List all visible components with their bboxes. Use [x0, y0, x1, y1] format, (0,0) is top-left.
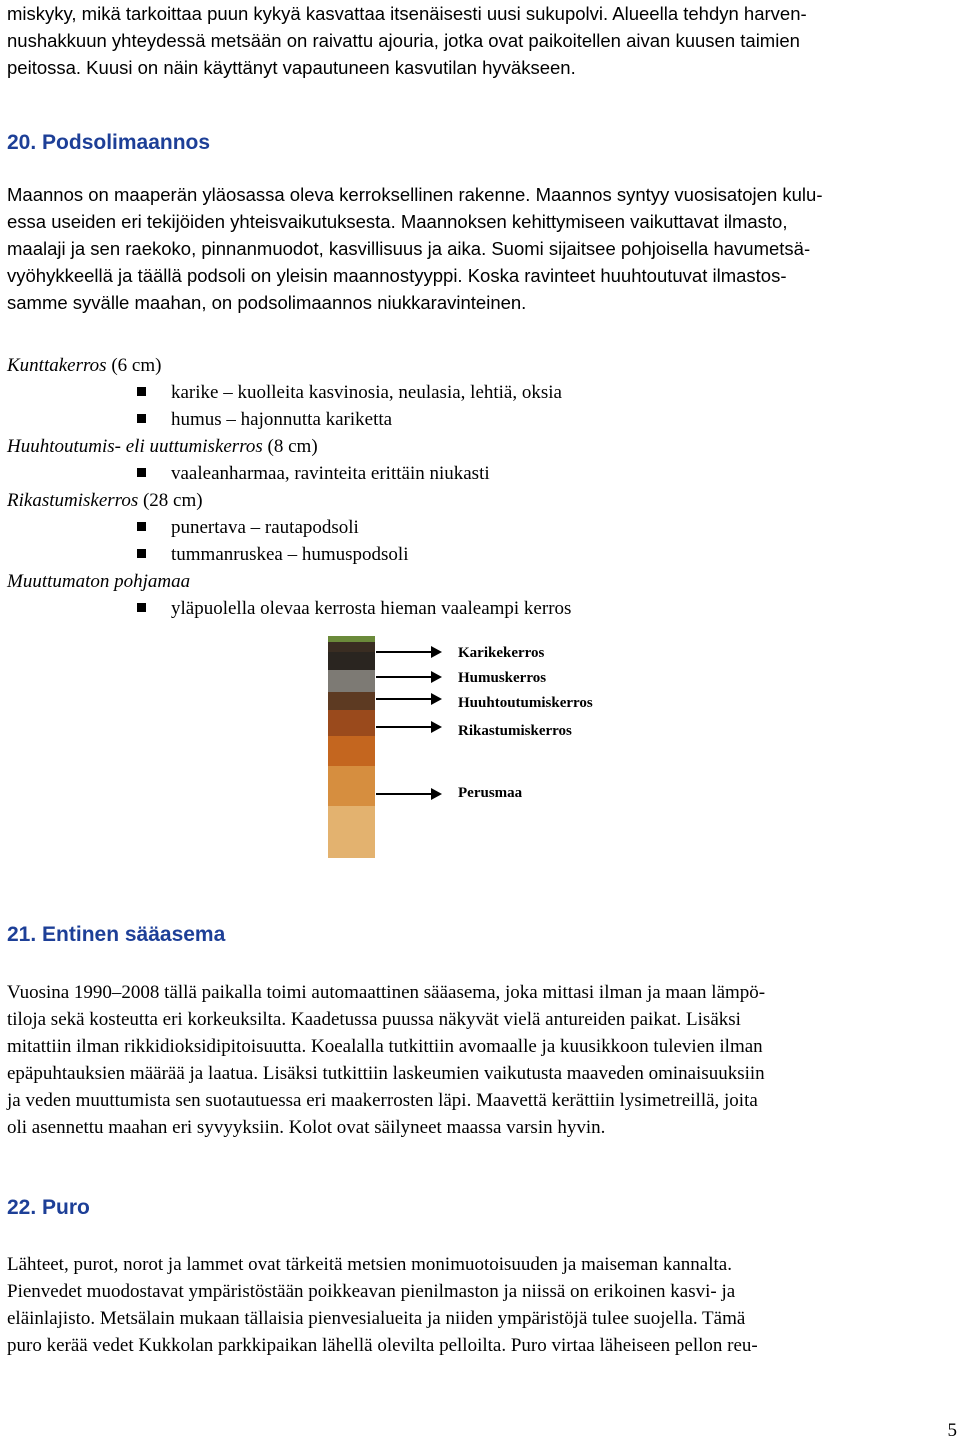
section-heading-21: 21. Entinen sääasema	[7, 923, 226, 946]
figure-label: Karikekerros	[458, 645, 545, 658]
layer-list	[7, 352, 955, 622]
list-item-text: karike – kuolleita kasvinosia, neulasia, lehtiä, oksia	[171, 382, 562, 403]
list-item	[7, 514, 955, 541]
list-item-text: tummanruskea – humuspodsoli	[171, 544, 409, 565]
text-line: eläinlajisto. Metsälain mukaan tällaisia pienvesialueita ja niiden ympäristöjä tulee suojella. Tämä	[7, 1308, 746, 1329]
section-heading-22: 22. Puro	[7, 1196, 90, 1219]
text-line: puro kerää vedet Kukkolan parkkipaikan lähellä olevilta pelloilta. Puro virtaa läheiseen pellon reu-	[7, 1335, 758, 1356]
list-item	[7, 379, 955, 406]
soil-profile-figure	[328, 636, 708, 861]
layer-heading	[7, 352, 955, 379]
bullet-icon	[137, 387, 146, 396]
section22-paragraph	[7, 1251, 955, 1359]
figure-label: Perusmaa	[458, 785, 523, 801]
text-line: Vuosina 1990–2008 tällä paikalla toimi automaattinen sääasema, joka mittasi ilman ja maan lämpö-	[7, 982, 766, 1003]
layer-heading	[7, 433, 955, 460]
list-item-text: punertava – rautapodsoli	[171, 517, 359, 538]
section-heading-20: 20. Podsolimaannos	[7, 131, 211, 154]
text-line: essa useiden eri tekijöiden yhteisvaikutuksesta. Maannoksen kehittymiseen vaikuttavat ilmasto,	[7, 211, 788, 232]
layer-name: Kunttakerros	[7, 355, 107, 376]
list-item	[7, 595, 955, 622]
arrow-icon	[376, 698, 440, 700]
text-line: Lähteet, purot, norot ja lammet ovat tärkeitä metsien monimuotoisuuden ja maiseman kannalta.	[7, 1254, 732, 1275]
arrow-icon	[376, 726, 440, 728]
intro-paragraph	[7, 0, 955, 81]
text-line: epäpuhtauksien määrää ja laatua. Lisäksi tutkittiin laskeumien vaikutusta maaveden ominaisuuksiin	[7, 1063, 765, 1084]
layer-heading	[7, 568, 955, 595]
text-line: Maannos on maaperän yläosassa oleva kerroksellinen rakenne. Maannos syntyy vuosisatojen kulu-	[7, 184, 823, 205]
text-line: peitossa. Kuusi on näin käyttänyt vapautuneen kasvutilan hyväkseen.	[7, 57, 576, 78]
section20-paragraph	[7, 181, 955, 316]
bullet-icon	[137, 603, 146, 612]
text-line: mitattiin ilman rikkidioksidipitoisuutta. Koealalla tutkittiin avomaalle ja kuusikkoon tulevien ilman	[7, 1036, 763, 1057]
bullet-icon	[137, 549, 146, 558]
bullet-icon	[137, 522, 146, 531]
layer-thickness: (6 cm)	[111, 355, 162, 376]
text-line: Pienvedet muodostavat ympäristöstään poikkeavan pienilmaston ja niissä on erikoinen kasvi- ja	[7, 1281, 736, 1302]
figure-label: Rikastumiskerros	[458, 723, 572, 739]
section21-paragraph	[7, 979, 955, 1141]
list-item	[7, 406, 955, 433]
list-item-text: humus – hajonnutta kariketta	[171, 409, 393, 430]
layer-name: Rikastumiskerros	[7, 490, 139, 511]
arrow-icon	[376, 651, 440, 653]
text-line: nushakkuun yhteydessä metsään on raivattu ajouria, jotka ovat paikoitellen aivan kuusen taimien	[7, 30, 800, 51]
list-item	[7, 541, 955, 568]
layer-heading	[7, 487, 955, 514]
page-number: 5	[947, 1420, 957, 1441]
list-item	[7, 460, 955, 487]
text-line: miskyky, mikä tarkoittaa puun kykyä kasvattaa itsenäisesti uusi sukupolvi. Alueella tehdyn harven-	[7, 3, 807, 24]
text-line: samme syvälle maahan, on podsolimaannos niukkaravinteinen.	[7, 292, 527, 313]
layer-name: Muuttumaton pohjamaa	[7, 571, 191, 592]
text-line: vyöhykkeellä ja täällä podsoli on yleisin maannostyyppi. Koska ravinteet huuhtoutuvat ilmastos-	[7, 265, 787, 286]
layer-name: Huuhtoutumis- eli uuttumiskerros	[7, 436, 263, 457]
text-line: tiloja sekä kosteutta eri korkeuksilta. Kaadetussa puussa näkyvät vielä antureiden paikat. Lisäksi	[7, 1009, 741, 1030]
arrow-icon	[376, 676, 440, 678]
arrow-icon	[376, 793, 440, 795]
text-line: oli asennettu maahan eri syvyyksiin. Kolot ovat säilyneet maassa varsin hyvin.	[7, 1117, 606, 1138]
layer-thickness: (28 cm)	[142, 490, 203, 511]
bullet-icon	[137, 414, 146, 423]
bullet-icon	[137, 468, 146, 477]
list-item-text: yläpuolella olevaa kerrosta hieman vaaleampi kerros	[171, 598, 572, 619]
layer-thickness: (8 cm)	[267, 436, 318, 457]
text-line: maalaji ja sen raekoko, pinnanmuodot, kasvillisuus ja aika. Suomi sijaitsee pohjoisella havumetsä-	[7, 238, 811, 259]
figure-label: Huuhtoutumiskerros	[458, 695, 593, 711]
soil-profile-image	[328, 636, 375, 858]
figure-label: Humuskerros	[458, 670, 547, 683]
text-line: ja veden muuttumista sen suotautuessa eri maakerrosten läpi. Maavettä kerättiin lysimetreillä, joita	[7, 1090, 758, 1111]
list-item-text: vaaleanharmaa, ravinteita erittäin niukasti	[171, 463, 490, 484]
